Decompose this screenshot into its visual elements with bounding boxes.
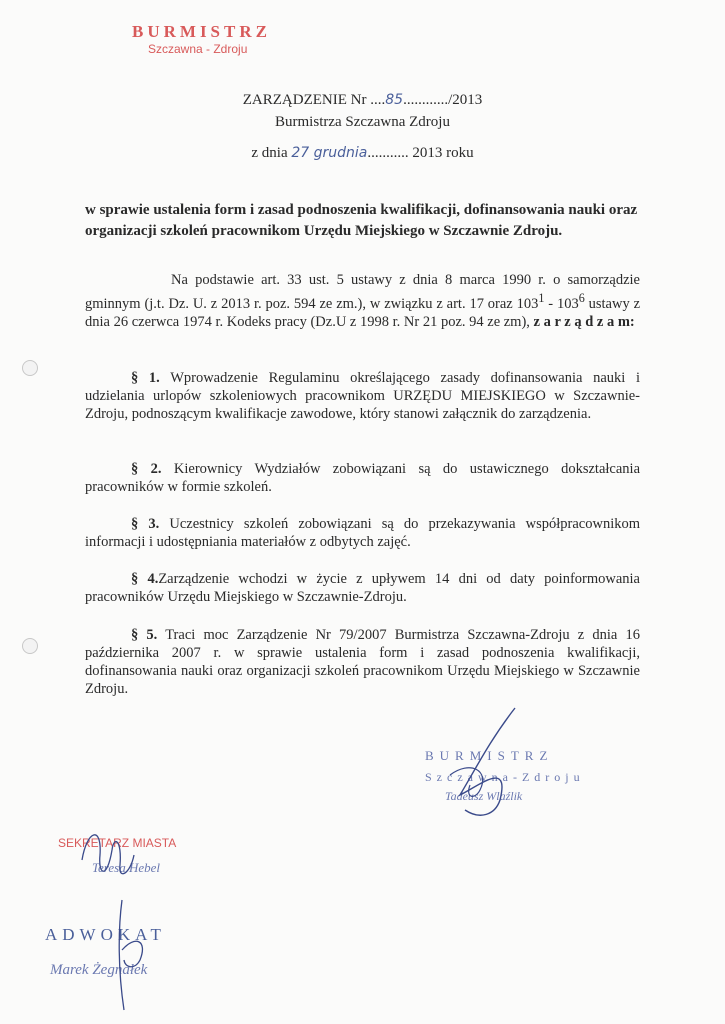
letterhead-subtitle: Szczawna - Zdroju xyxy=(148,42,248,56)
paragraph-text: Traci moc Zarządzenie Nr 79/2007 Burmistrza Szczawna-Zdroju z dnia 16 października 2007 r. w sprawie ustalenia form i zasad podnoszenia kwalifikacji, dofinansowania nauki oraz organizacji szkoleń pracownikom Urzędu Miejskiego w Szczawnie Zdroju. xyxy=(85,627,640,697)
legal-basis-text-b: - 103 xyxy=(544,295,579,312)
paragraph-label: § 4. xyxy=(131,571,159,587)
decree-date-suffix: 2013 roku xyxy=(412,145,474,161)
legal-basis-text-a: Na podstawie art. 33 ust. 5 ustawy z dnia 8 marca 1990 r. o samorządzie gminnym (j.t. Dz. U. z 2013 r. poz. 594 ze zm.), w związku z art. 17 oraz 103 xyxy=(85,272,640,312)
decree-subject: w sprawie ustalenia form i zasad podnoszenia kwalifikacji, dofinansowania nauki oraz organizacji szkoleń pracownikom Urzędu Miejskiego w Szczawnie Zdroju. xyxy=(85,202,638,239)
lawyer-signature xyxy=(110,890,170,1020)
lawyer-stamp: ADWOKAT xyxy=(45,925,166,944)
punch-hole xyxy=(22,638,38,654)
decree-date-handwritten: 27 grudnia xyxy=(291,145,368,161)
paragraph-2 xyxy=(85,460,640,496)
mayor-stamp-name: Tadeusz Wlaźlik xyxy=(445,789,523,803)
mayor-stamp xyxy=(425,748,585,804)
paragraph-1 xyxy=(85,369,640,423)
paragraph-text: Wprowadzenie Regulaminu określającego zasady dofinansowania nauki i udzielania urlopów szkoleniowych pracownikom URZĘDU MIEJSKIEGO w Szczawnie- Zdroju, podnoszącym kwalifikacje zawodowe, który stanowi załącznik do zarządzenia. xyxy=(85,370,641,422)
decree-number-suffix: /2013 xyxy=(448,92,483,108)
decree-date-line: z dnia 27 grudnia........... 2013 roku xyxy=(251,145,474,161)
legal-basis-text-c: ustawy z dnia 26 czerwca 1974 r. Kodeks pracy (Dz.U z 1998 r. Nr 21 poz. 94 ze zm), xyxy=(85,295,640,330)
paragraph-label: § 2. xyxy=(131,461,162,477)
decree-number-line: ZARZĄDZENIE Nr ....85............/2013 xyxy=(242,92,483,108)
paragraph-text: Zarządzenie wchodzi w życie z upływem 14 dni od daty poinformowania pracowników Urzędu Miejskiego w Szczawnie-Zdroju. xyxy=(85,571,640,605)
paragraph-label: § 5. xyxy=(131,627,158,643)
letterhead-title: BURMISTRZ xyxy=(132,22,271,41)
decree-number-prefix: ZARZĄDZENIE Nr xyxy=(242,92,367,108)
paragraph-5 xyxy=(85,626,640,698)
paragraph-4 xyxy=(85,570,640,606)
paragraph-3 xyxy=(85,515,640,551)
mayor-stamp-town: Szczawna-Zdroju xyxy=(425,770,585,784)
decree-number-handwritten: 85 xyxy=(385,92,404,108)
decree-date-prefix: z dnia xyxy=(251,145,288,161)
legal-basis-sup2: 6 xyxy=(578,291,585,305)
lawyer-stamp-name: Marek Żegnałek xyxy=(50,962,148,978)
paragraph-text: Uczestnicy szkoleń zobowiązani są do przekazywania współpracownikom informacji i udostępniania materiałów z odbytych zajęć. xyxy=(85,516,640,550)
punch-hole xyxy=(22,360,38,376)
paragraph-label: § 1. xyxy=(131,370,160,386)
legal-basis xyxy=(85,271,640,331)
secretary-stamp-name: Teresa Hebel xyxy=(92,860,161,875)
mayor-stamp-title: BURMISTRZ xyxy=(425,748,554,763)
letterhead xyxy=(132,22,271,56)
secretary-stamp: SEKRETARZ MIASTA xyxy=(58,836,177,850)
decree-verb: z a r z ą d z a m: xyxy=(533,313,635,330)
decree-issuer: Burmistrza Szczawna Zdroju xyxy=(275,114,450,130)
secretary-signature xyxy=(72,820,152,890)
paragraph-text: Kierownicy Wydziałów zobowiązani są do ustawicznego dokształcania pracowników w formie szkoleń. xyxy=(85,461,641,495)
paragraph-label: § 3. xyxy=(131,516,160,532)
legal-basis-sup1: 1 xyxy=(538,291,545,305)
